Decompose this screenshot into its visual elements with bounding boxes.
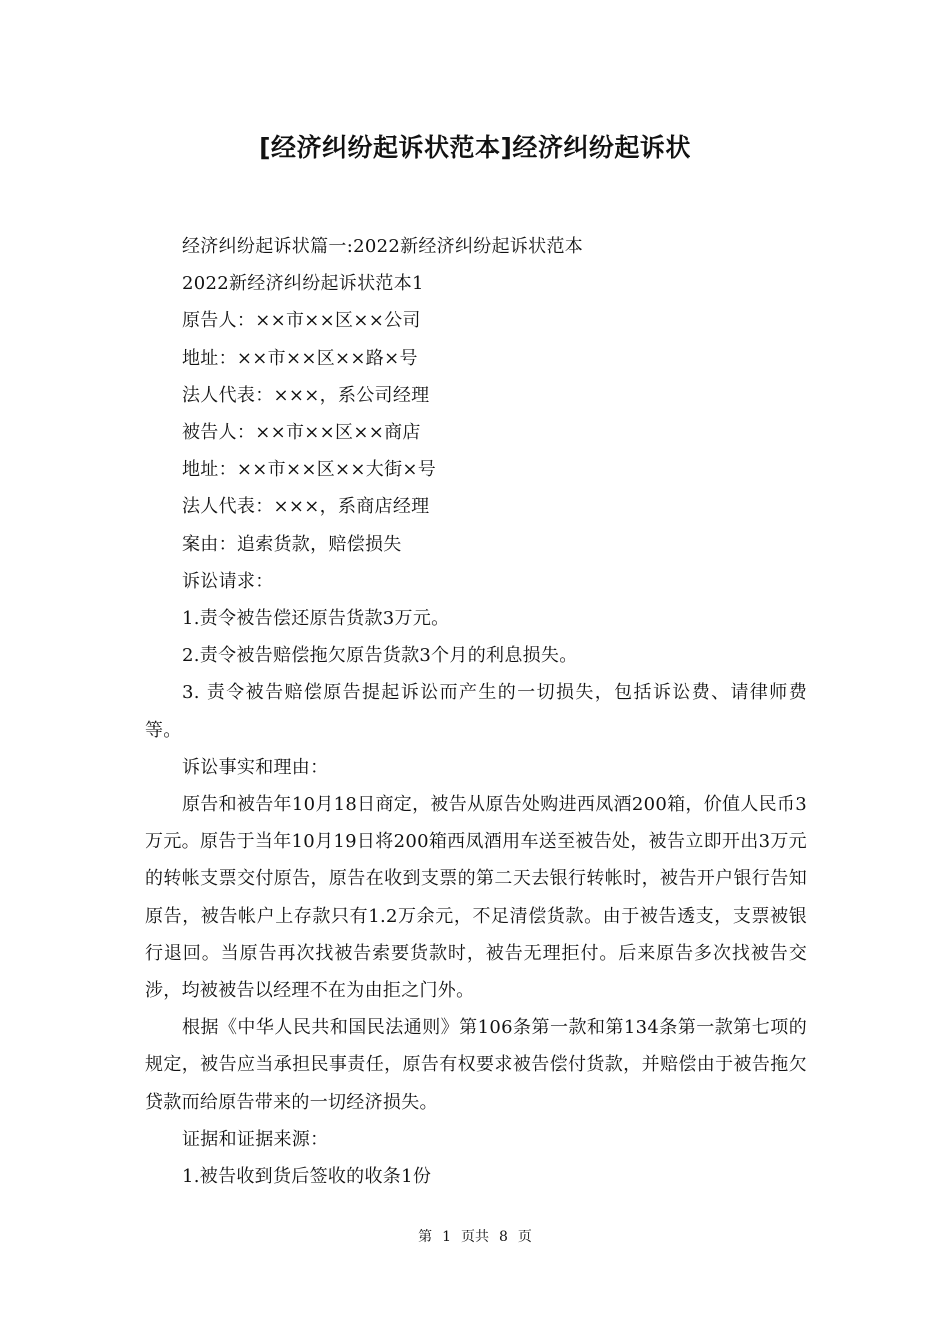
paragraph: 地址：××市××区××路×号 [182, 347, 418, 369]
paragraph: 3. 责令被告赔偿原告提起诉讼而产生的一切损失，包括诉讼费、请律师费等。 [145, 682, 807, 741]
paragraph: 诉讼事实和理由： [182, 756, 329, 778]
paragraph: 案由：追索货款，赔偿损失 [182, 533, 402, 555]
page-footer [0, 1227, 950, 1247]
paragraph: 法人代表：×××，系公司经理 [182, 384, 430, 406]
paragraph: 2.责令被告赔偿拖欠原告货款3个月的利息损失。 [182, 645, 578, 667]
page-label-suffix: 页 [517, 1229, 532, 1245]
paragraph: 诉讼请求： [182, 570, 274, 592]
page-label-prefix: 第 [418, 1229, 433, 1245]
paragraph: 原告人：××市××区××公司 [182, 310, 421, 332]
paragraph: 经济纠纷起诉状篇一:2022新经济纠纷起诉状范本 [182, 236, 584, 257]
total-pages-number: 8 [499, 1229, 508, 1245]
paragraph: 1.被告收到货后签收的收条1份 [182, 1166, 432, 1188]
document-title: [经济纠纷起诉状范本]经济纠纷起诉状 [259, 133, 691, 162]
paragraph: 被告人：××市××区××商店 [182, 422, 421, 444]
paragraph: 2022新经济纠纷起诉状范本1 [182, 273, 424, 295]
paragraph: 地址：××市××区××大街×号 [182, 459, 437, 481]
paragraph: 根据《中华人民共和国民法通则》第106条第一款和第134条第一款第七项的规定，被告应当承担民事责任，原告有权要求被告偿付货款，并赔偿由于被告拖欠贷款而给原告带来的一切经济损失。 [145, 1017, 807, 1113]
document-body [145, 228, 807, 1195]
paragraph: 原告和被告年10月18日商定，被告从原告处购进西凤酒200箱，价值人民币3万元。原告于当年10月19日将200箱西凤酒用车送至被告处，被告立即开出3万元的转帐支票交付原告，原告在收到支票的第二天去银行转帐时，被告开户银行告知原告，被告帐户上存款只有1.2万余元，不足清偿货款。由于被告透支，支票被银行退回。当原告再次找被告索要货款时，被告无理拒付。后来原告多次找被告交涉，均被被告以经理不在为由拒之门外。 [145, 794, 807, 1002]
page-label-middle: 页共 [461, 1229, 489, 1245]
paragraph: 1.责令被告偿还原告货款3万元。 [182, 608, 450, 630]
paragraph: 证据和证据来源： [182, 1128, 329, 1150]
current-page-number: 1 [442, 1229, 451, 1245]
paragraph: 法人代表：×××，系商店经理 [182, 496, 430, 518]
